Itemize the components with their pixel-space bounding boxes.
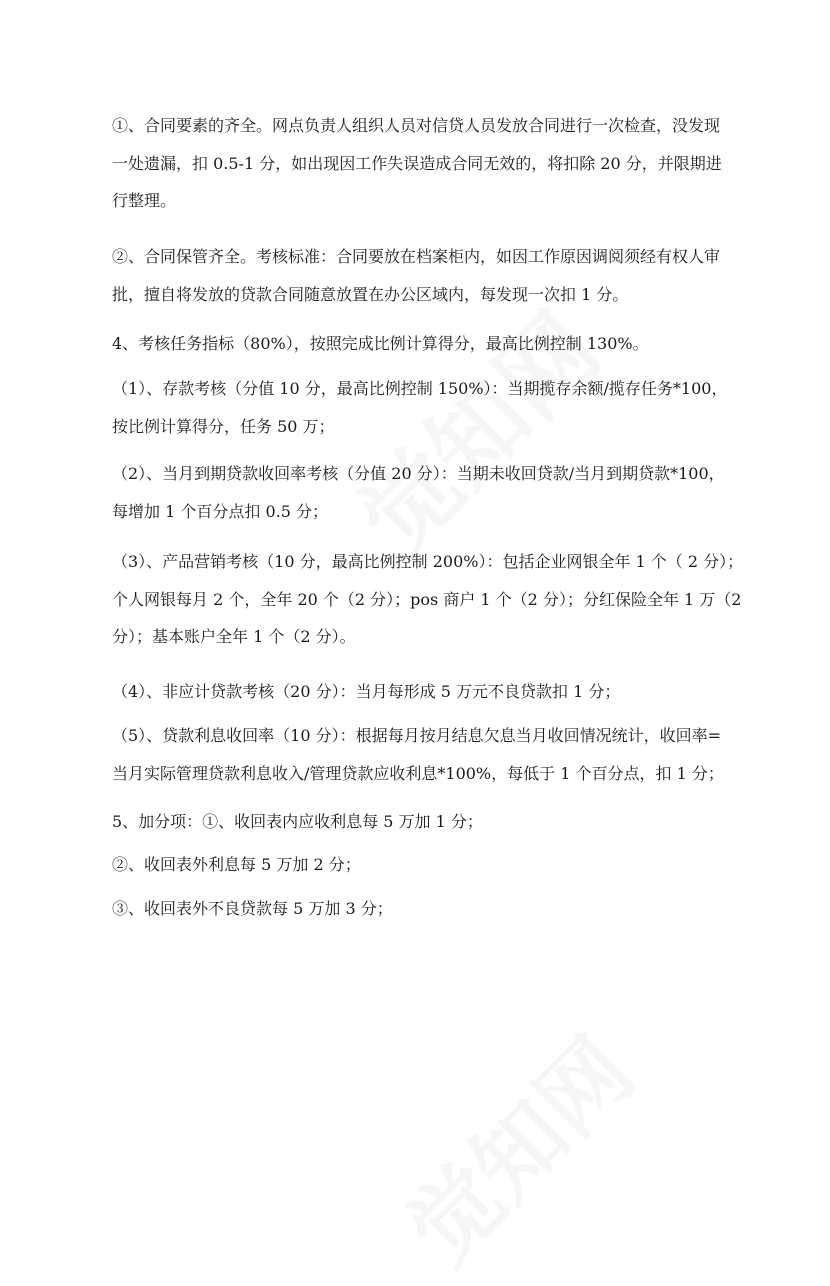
paragraph-deposit-assessment bbox=[112, 370, 752, 445]
text-line: 个人网银每月 2 个，全年 20 个（2 分）；pos 商户 1 个（2 分）；分红保险全年 1 万（2 bbox=[112, 589, 742, 609]
paragraph-bonus-item-3 bbox=[112, 890, 752, 928]
paragraph-product-marketing bbox=[112, 543, 752, 656]
text-line: （3）、产品营销考核（10 分，最高比例控制 200%）：包括企业网银全年 1 个（ 2 分）； bbox=[112, 552, 744, 571]
text-line: 按比例计算得分，任务 50 万； bbox=[112, 416, 335, 436]
paragraph-interest-recovery bbox=[112, 717, 752, 792]
paragraph-loan-recovery bbox=[112, 455, 752, 530]
text-line: ①、合同要素的齐全。网点负责人组织人员对信贷人员发放合同进行一次检查，没发现 bbox=[112, 116, 721, 135]
paragraph-task-indicators bbox=[112, 325, 752, 363]
text-line: （4）、非应计贷款考核（20 分）：当月每形成 5 万元不良贷款扣 1 分； bbox=[112, 682, 621, 701]
paragraph-contract-custody bbox=[112, 238, 752, 313]
paragraph-contract-completeness bbox=[112, 107, 752, 220]
paragraph-bonus-items bbox=[112, 803, 752, 841]
text-line: （1）、存款考核（分值 10 分，最高比例控制 150%）：当期揽存余额/揽存任务*100， bbox=[112, 379, 728, 398]
text-line: 批，擅自将发放的贷款合同随意放置在办公区域内，每发现一次扣 1 分。 bbox=[112, 284, 629, 304]
text-line: ②、收回表外利息每 5 万加 2 分； bbox=[112, 855, 361, 874]
text-line: 4、考核任务指标（80%），按照完成比例计算得分，最高比例控制 130%。 bbox=[112, 334, 649, 353]
paragraph-bonus-item-2 bbox=[112, 846, 752, 884]
text-line: ③、收回表外不良贷款每 5 万加 3 分； bbox=[112, 899, 393, 918]
text-line: 一处遗漏，扣 0.5-1 分，如出现因工作失误造成合同无效的，将扣除 20 分，并限期进 bbox=[112, 153, 722, 173]
text-line: （5）、贷款利息收回率（10 分）：根据每月按月结息欠息当月收回情况统计，收回率= bbox=[112, 726, 722, 745]
text-line: （2）、当月到期贷款收回率考核（分值 20 分）：当期未收回贷款/当月到期贷款*100， bbox=[112, 464, 725, 483]
text-line: ②、合同保管齐全。考核标准：合同要放在档案柜内，如因工作原因调阅须经有权人审 bbox=[112, 247, 721, 266]
paragraph-non-accrual-loans bbox=[112, 673, 752, 711]
text-line: 5、加分项：①、收回表内应收利息每 5 万加 1 分； bbox=[112, 812, 483, 831]
watermark-bottom bbox=[374, 1004, 657, 1286]
text-line: 分）；基本账户全年 1 个（2 分）。 bbox=[112, 627, 356, 646]
text-line: 每增加 1 个百分点扣 0.5 分； bbox=[112, 501, 328, 521]
text-line: 当月实际管理贷款利息收入/管理贷款应收利息*100%，每低于 1 个百分点，扣 1 分； bbox=[112, 763, 724, 783]
text-line: 行整理。 bbox=[112, 191, 177, 210]
